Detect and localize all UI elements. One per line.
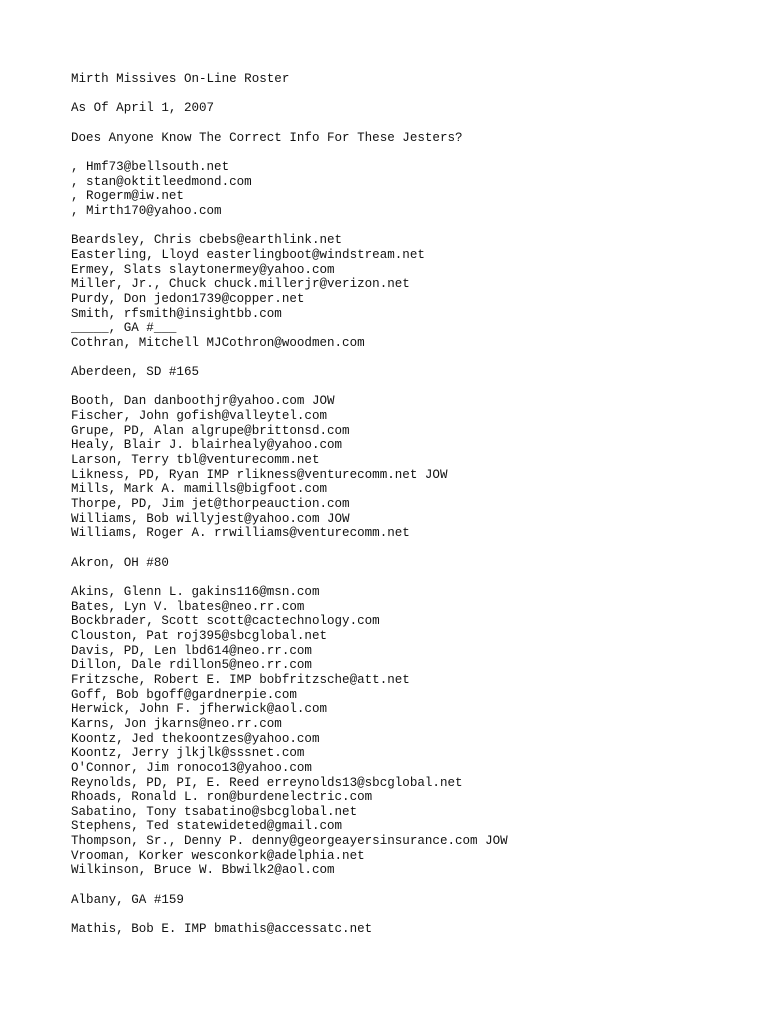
roster-entry: Koontz, Jerry jlkjlk@sssnet.com <box>71 746 305 761</box>
unknown-jester-entry: , Mirth170@yahoo.com <box>71 203 222 218</box>
roster-entry: Likness, PD, Ryan IMP rlikness@venturecomm.net JOW <box>71 467 448 482</box>
chapter-members-list <box>71 394 751 541</box>
roster-entry: Purdy, Don jedon1739@copper.net <box>71 291 305 306</box>
roster-entry: _____, GA #___ <box>71 321 177 336</box>
roster-entry: Fischer, John gofish@valleytel.com <box>71 409 327 424</box>
roster-entry: Ermey, Slats slaytonermey@yahoo.com <box>71 262 335 277</box>
roster-entry: Williams, Roger A. rrwilliams@venturecomm.net <box>71 526 410 541</box>
roster-entry: Koontz, Jed thekoontzes@yahoo.com <box>71 731 320 746</box>
roster-entry: Smith, rfsmith@insightbb.com <box>71 306 282 321</box>
unknown-jester-entry: , Rogerm@iw.net <box>71 189 184 204</box>
unknown-jester-entry: , Hmf73@bellsouth.net <box>71 159 230 174</box>
roster-entry: Rhoads, Ronald L. ron@burdenelectric.com <box>71 790 373 805</box>
roster-entry: Thompson, Sr., Denny P. denny@georgeayersinsurance.com JOW <box>71 834 508 849</box>
unknown-jesters-list <box>71 160 751 219</box>
chapter-members-list <box>71 922 751 937</box>
roster-entry: Karns, Jon jkarns@neo.rr.com <box>71 716 282 731</box>
document-title: Mirth Missives On-Line Roster <box>71 72 290 86</box>
roster-entry: Akins, Glenn L. gakins116@msn.com <box>71 584 320 599</box>
roster-entry: Healy, Blair J. blairhealy@yahoo.com <box>71 438 343 453</box>
missing-info-question: Does Anyone Know The Correct Info For These Jesters? <box>71 130 463 145</box>
chapter-section <box>71 893 751 937</box>
roster-entry: Easterling, Lloyd easterlingboot@windstream.net <box>71 247 425 262</box>
roster-entry: Grupe, PD, Alan algrupe@brittonsd.com <box>71 423 350 438</box>
unassigned-jesters-list <box>71 233 751 350</box>
chapter-heading: Albany, GA #159 <box>71 892 184 907</box>
roster-entry: Bockbrader, Scott scott@cactechnology.com <box>71 614 380 629</box>
roster-document <box>71 72 751 937</box>
roster-entry: Sabatino, Tony tsabatino@sbcglobal.net <box>71 804 358 819</box>
roster-entry: Reynolds, PD, PI, E. Reed erreynolds13@sbcglobal.net <box>71 775 463 790</box>
roster-entry: Bates, Lyn V. lbates@neo.rr.com <box>71 599 305 614</box>
roster-entry: O'Connor, Jim ronoco13@yahoo.com <box>71 760 312 775</box>
roster-entry: Fritzsche, Robert E. IMP bobfritzsche@att.net <box>71 672 410 687</box>
roster-entry: Mills, Mark A. mamills@bigfoot.com <box>71 482 327 497</box>
roster-entry: Mathis, Bob E. IMP bmathis@accessatc.net <box>71 922 373 937</box>
roster-entry: Herwick, John F. jfherwick@aol.com <box>71 702 327 717</box>
roster-entry: Larson, Terry tbl@venturecomm.net <box>71 453 320 468</box>
roster-entry: Clouston, Pat roj395@sbcglobal.net <box>71 628 327 643</box>
chapter-section <box>71 365 751 541</box>
chapter-heading: Akron, OH #80 <box>71 555 169 570</box>
as-of-date: As Of April 1, 2007 <box>71 101 215 116</box>
unknown-jester-entry: , stan@oktitleedmond.com <box>71 174 252 189</box>
roster-entry: Dillon, Dale rdillon5@neo.rr.com <box>71 658 312 673</box>
chapter-section <box>71 556 751 878</box>
roster-entry: Williams, Bob willyjest@yahoo.com JOW <box>71 511 350 526</box>
roster-entry: Thorpe, PD, Jim jet@thorpeauction.com <box>71 497 350 512</box>
roster-entry: Stephens, Ted statewideted@gmail.com <box>71 819 343 834</box>
chapter-members-list <box>71 585 751 878</box>
roster-entry: Vrooman, Korker wesconkork@adelphia.net <box>71 848 365 863</box>
roster-entry: Davis, PD, Len lbd614@neo.rr.com <box>71 643 312 658</box>
roster-entry: Cothran, Mitchell MJCothron@woodmen.com <box>71 335 365 350</box>
roster-entry: Goff, Bob bgoff@gardnerpie.com <box>71 687 297 702</box>
chapter-heading: Aberdeen, SD #165 <box>71 365 199 380</box>
roster-entry: Wilkinson, Bruce W. Bbwilk2@aol.com <box>71 863 335 878</box>
roster-entry: Miller, Jr., Chuck chuck.millerjr@verizon.net <box>71 277 410 292</box>
roster-entry: Booth, Dan danboothjr@yahoo.com JOW <box>71 394 335 409</box>
chapters-list <box>71 365 751 937</box>
roster-entry: Beardsley, Chris cbebs@earthlink.net <box>71 233 343 248</box>
